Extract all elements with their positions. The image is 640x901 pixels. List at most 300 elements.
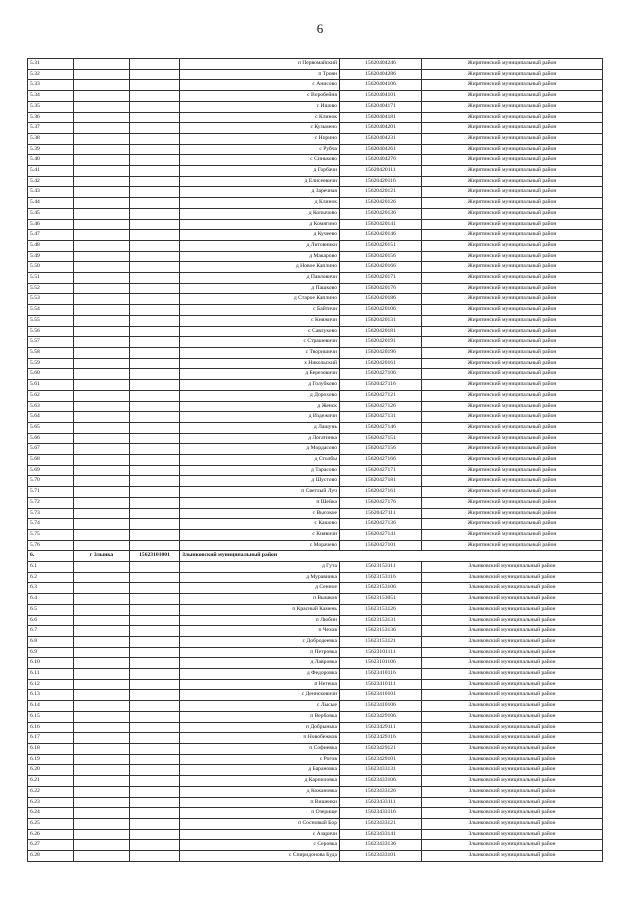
row-number: 5.47 <box>28 230 74 241</box>
row-number: 6.21 <box>28 776 74 787</box>
settlement-name: д Гута <box>180 562 340 573</box>
district-name: Жирятинский муниципальный район <box>422 251 603 262</box>
empty-cell <box>74 572 130 583</box>
district-name: Жирятинский муниципальный район <box>422 326 603 337</box>
empty-cell <box>130 615 180 626</box>
district-name: Злынковский муниципальный район <box>422 808 603 819</box>
district-name: Жирятинский муниципальный район <box>422 476 603 487</box>
row-number: 6.19 <box>28 754 74 765</box>
empty-cell <box>74 123 130 134</box>
table-row <box>28 808 603 819</box>
district-name: Злынковский муниципальный район <box>422 754 603 765</box>
row-number: 6.24 <box>28 808 74 819</box>
empty-cell <box>130 487 180 498</box>
row-number: 5.76 <box>28 540 74 551</box>
empty-cell <box>74 604 130 615</box>
district-name: Жирятинский муниципальный район <box>422 444 603 455</box>
table-row <box>28 465 603 476</box>
empty-cell <box>74 647 130 658</box>
district-name: Жирятинский муниципальный район <box>422 112 603 123</box>
oktmo-code: 15620427151 <box>340 433 422 444</box>
district-name: Жирятинский муниципальный район <box>422 91 603 102</box>
empty-cell <box>130 123 180 134</box>
settlement-name: д Клинок <box>180 198 340 209</box>
district-name: Жирятинский муниципальный район <box>422 519 603 530</box>
settlement-name: д Литовники <box>180 240 340 251</box>
empty-cell <box>74 112 130 123</box>
settlement-name: д Муравинка <box>180 572 340 583</box>
row-number: 5.46 <box>28 219 74 230</box>
settlement-name: с Добродеевка <box>180 636 340 647</box>
empty-cell <box>130 636 180 647</box>
oktmo-code: 15620420116 <box>340 176 422 187</box>
row-number: 6.16 <box>28 722 74 733</box>
district-name: Жирятинский муниципальный район <box>422 412 603 423</box>
table-row <box>28 669 603 680</box>
empty-cell <box>130 422 180 433</box>
empty-cell <box>130 112 180 123</box>
table-row <box>28 369 603 380</box>
empty-cell <box>74 636 130 647</box>
oktmo-code: 15623433131 <box>340 765 422 776</box>
row-number: 5.69 <box>28 465 74 476</box>
district-name: Жирятинский муниципальный район <box>422 401 603 412</box>
oktmo-code: 15620427131 <box>340 412 422 423</box>
empty-cell <box>130 198 180 209</box>
district-name: Злынковский муниципальный район <box>422 615 603 626</box>
row-number: 6.13 <box>28 690 74 701</box>
row-number: 5.50 <box>28 262 74 273</box>
settlement-name: с Кашово <box>180 519 340 530</box>
empty-cell <box>74 786 130 797</box>
district-name: Жирятинский муниципальный район <box>422 133 603 144</box>
empty-cell <box>130 786 180 797</box>
oktmo-code: 15620404101 <box>340 91 422 102</box>
settlement-name: с Норино <box>180 133 340 144</box>
oktmo-code: 15620404246 <box>340 59 422 70</box>
table-row <box>28 529 603 540</box>
table-row <box>28 358 603 369</box>
table-row <box>28 187 603 198</box>
settlement-name: д Новое Каплино <box>180 262 340 273</box>
empty-cell <box>74 219 130 230</box>
district-name: Жирятинский муниципальный район <box>422 390 603 401</box>
empty-cell <box>130 91 180 102</box>
row-number: 6.8 <box>28 636 74 647</box>
empty-cell <box>130 604 180 615</box>
empty-cell <box>130 594 180 605</box>
empty-cell <box>130 497 180 508</box>
settlement-name: с Клинок <box>180 112 340 123</box>
settlement-name: п Новобежков <box>180 733 340 744</box>
oktmo-code: 15620427121 <box>340 390 422 401</box>
oktmo-code: 15623153051 <box>340 594 422 605</box>
settlement-name: с Лысые <box>180 701 340 712</box>
empty-cell <box>130 744 180 755</box>
empty-cell <box>74 187 130 198</box>
row-number: 5.64 <box>28 412 74 423</box>
empty-cell <box>74 818 130 829</box>
row-number: 5.57 <box>28 337 74 348</box>
oktmo-code: 15620420141 <box>340 219 422 230</box>
district-name: Злынковский муниципальный район <box>422 636 603 647</box>
settlement-name: д Логатинка <box>180 433 340 444</box>
empty-cell <box>130 187 180 198</box>
settlement-name: д Макарово <box>180 251 340 262</box>
settlement-name: с Страшевичи <box>180 337 340 348</box>
table-row <box>28 198 603 209</box>
settlement-name: п Сосновый Бор <box>180 818 340 829</box>
row-number: 6.6 <box>28 615 74 626</box>
row-number: 6.18 <box>28 744 74 755</box>
row-number: 5.48 <box>28 240 74 251</box>
settlement-name: п Любин <box>180 615 340 626</box>
oktmo-code: 15620420121 <box>340 187 422 198</box>
oktmo-code: 15620404171 <box>340 101 422 112</box>
page-number: 6 <box>316 21 324 36</box>
section-header <box>28 551 603 562</box>
oktmo-code: 15620427176 <box>340 497 422 508</box>
oktmo-code: 15623153131 <box>340 615 422 626</box>
table-row <box>28 80 603 91</box>
row-number: 6.12 <box>28 679 74 690</box>
district-name: Злынковский муниципальный район <box>422 797 603 808</box>
oktmo-code: 15620420186 <box>340 294 422 305</box>
empty-cell <box>130 540 180 551</box>
district-name: Злынковский муниципальный район <box>422 765 603 776</box>
empty-cell <box>74 594 130 605</box>
table-row <box>28 176 603 187</box>
empty-cell <box>130 369 180 380</box>
empty-cell <box>130 626 180 637</box>
table-row <box>28 754 603 765</box>
table-row <box>28 390 603 401</box>
row-number: 5.52 <box>28 283 74 294</box>
table-row <box>28 572 603 583</box>
district-name: Злынковский муниципальный район <box>422 701 603 712</box>
empty-cell <box>130 347 180 358</box>
empty-cell <box>130 476 180 487</box>
oktmo-code: 15623410116 <box>340 669 422 680</box>
oktmo-code: 15623433106 <box>340 776 422 787</box>
empty-cell <box>74 380 130 391</box>
empty-cell <box>74 508 130 519</box>
table-row <box>28 112 603 123</box>
district-name: Жирятинский муниципальный район <box>422 508 603 519</box>
empty-cell <box>74 390 130 401</box>
district-name: Злынковский муниципальный район <box>422 690 603 701</box>
table-row <box>28 401 603 412</box>
empty-cell <box>74 358 130 369</box>
settlement-name: д Тарасово <box>180 465 340 476</box>
row-number: 5.56 <box>28 326 74 337</box>
row-number: 6.4 <box>28 594 74 605</box>
row-number: 6.25 <box>28 818 74 829</box>
empty-cell <box>130 572 180 583</box>
oktmo-code: 15620427136 <box>340 519 422 530</box>
empty-cell <box>130 380 180 391</box>
table-row <box>28 647 603 658</box>
empty-cell <box>130 722 180 733</box>
district-name: Злынковский муниципальный район <box>422 776 603 787</box>
table-row <box>28 315 603 326</box>
row-number: 5.37 <box>28 123 74 134</box>
settlement-name: д Женск <box>180 401 340 412</box>
row-number: 5.67 <box>28 444 74 455</box>
empty-cell <box>130 765 180 776</box>
oktmo-code: 15620427106 <box>340 369 422 380</box>
district-name: Злынковский муниципальный район <box>422 572 603 583</box>
oktmo-code: 15620420171 <box>340 273 422 284</box>
table-row <box>28 251 603 262</box>
row-number: 6.27 <box>28 840 74 851</box>
oktmo-code: 15623153106 <box>340 583 422 594</box>
empty-cell <box>130 208 180 219</box>
table-row <box>28 519 603 530</box>
empty-cell <box>130 658 180 669</box>
oktmo-code: 15623153116 <box>340 572 422 583</box>
empty-cell <box>74 776 130 787</box>
district-name: Злынковский муниципальный район <box>422 722 603 733</box>
empty-cell <box>74 251 130 262</box>
empty-cell <box>74 851 130 862</box>
empty-cell <box>74 476 130 487</box>
empty-cell <box>130 251 180 262</box>
oktmo-code: 15620420126 <box>340 198 422 209</box>
table-row <box>28 305 603 316</box>
empty-cell <box>74 658 130 669</box>
empty-cell <box>130 240 180 251</box>
empty-cell <box>74 690 130 701</box>
district-name: Злынковский муниципальный район <box>422 744 603 755</box>
table-row <box>28 626 603 637</box>
district-name: Злынковский муниципальный район <box>422 733 603 744</box>
oktmo-code: 15623433126 <box>340 786 422 797</box>
settlement-name: п Чехов <box>180 626 340 637</box>
empty-cell <box>74 176 130 187</box>
district-name: Жирятинский муниципальный район <box>422 69 603 80</box>
empty-cell <box>74 583 130 594</box>
empty-cell <box>130 519 180 530</box>
empty-cell <box>130 433 180 444</box>
oktmo-code: 15620420131 <box>340 315 422 326</box>
empty-cell <box>130 262 180 273</box>
table-row <box>28 604 603 615</box>
settlement-name: с Ишово <box>180 101 340 112</box>
empty-cell <box>130 230 180 241</box>
settlement-name: с Байтичи <box>180 305 340 316</box>
empty-cell <box>74 262 130 273</box>
settlement-name: с Рогов <box>180 754 340 765</box>
empty-cell <box>74 230 130 241</box>
oktmo-code: 15623153121 <box>340 636 422 647</box>
empty-cell <box>74 208 130 219</box>
oktmo-code: 15620420181 <box>340 326 422 337</box>
row-number: 6.15 <box>28 711 74 722</box>
empty-cell <box>130 101 180 112</box>
settlement-name: д Барановка <box>180 765 340 776</box>
empty-cell <box>74 444 130 455</box>
settlement-name: п Первомайский <box>180 59 340 70</box>
settlement-name: с Синьково <box>180 155 340 166</box>
district-name: Жирятинский муниципальный район <box>422 305 603 316</box>
district-name: Жирятинский муниципальный район <box>422 240 603 251</box>
empty-cell <box>130 69 180 80</box>
row-number: 5.75 <box>28 529 74 540</box>
district-name: Злынковский муниципальный район <box>422 711 603 722</box>
row-number: 5.36 <box>28 112 74 123</box>
empty-cell <box>130 166 180 177</box>
table-row <box>28 412 603 423</box>
empty-cell <box>74 829 130 840</box>
empty-cell <box>74 326 130 337</box>
section-code: 15623101001 <box>130 551 180 562</box>
empty-cell <box>130 851 180 862</box>
table-row <box>28 711 603 722</box>
district-name: Жирятинский муниципальный район <box>422 166 603 177</box>
empty-cell <box>130 465 180 476</box>
oktmo-code: 15623429121 <box>340 744 422 755</box>
empty-cell <box>130 529 180 540</box>
table-row <box>28 123 603 134</box>
row-number: 6.1 <box>28 562 74 573</box>
row-number: 5.49 <box>28 251 74 262</box>
settlement-name: п Вишенки <box>180 797 340 808</box>
settlement-name: с Спиридонова Буда <box>180 851 340 862</box>
district-name: Жирятинский муниципальный район <box>422 273 603 284</box>
empty-cell <box>74 487 130 498</box>
table-row <box>28 658 603 669</box>
oktmo-code: 15620420136 <box>340 208 422 219</box>
settlement-name: д Дорохово <box>180 390 340 401</box>
settlement-name: д Сенное <box>180 583 340 594</box>
table-row <box>28 840 603 851</box>
empty-cell <box>130 455 180 466</box>
table-row <box>28 497 603 508</box>
empty-cell <box>74 166 130 177</box>
district-name: Злынковский муниципальный район <box>422 658 603 669</box>
district-name: Жирятинский муниципальный район <box>422 380 603 391</box>
table-row <box>28 508 603 519</box>
oktmo-code: 15620404201 <box>340 123 422 134</box>
empty-cell <box>130 679 180 690</box>
empty-cell <box>74 765 130 776</box>
oktmo-code: 15620420156 <box>340 251 422 262</box>
district-name: Жирятинский муниципальный район <box>422 529 603 540</box>
settlement-name: с Денисковичи <box>180 690 340 701</box>
settlement-name: д Лашунь <box>180 422 340 433</box>
settlement-name: с Азаричи <box>180 829 340 840</box>
table-row <box>28 615 603 626</box>
district-name: Злынковский муниципальный район <box>422 562 603 573</box>
table-row <box>28 240 603 251</box>
table-row <box>28 690 603 701</box>
empty-cell <box>74 273 130 284</box>
district-name: Жирятинский муниципальный район <box>422 283 603 294</box>
settlement-name: с Княвичи <box>180 529 340 540</box>
district-name: Жирятинский муниципальный район <box>422 198 603 209</box>
oktmo-code: 15620420196 <box>340 347 422 358</box>
table-row <box>28 230 603 241</box>
settlement-name: д Голубково <box>180 380 340 391</box>
row-number: 6.14 <box>28 701 74 712</box>
settlement-name: п Красный Камень <box>180 604 340 615</box>
empty-cell <box>130 133 180 144</box>
row-number: 5.55 <box>28 315 74 326</box>
empty-cell <box>130 840 180 851</box>
row-number: 6.22 <box>28 786 74 797</box>
empty-cell <box>130 647 180 658</box>
settlement-name: с Савлуково <box>180 326 340 337</box>
empty-cell <box>74 101 130 112</box>
empty-cell <box>130 818 180 829</box>
district-name: Жирятинский муниципальный район <box>422 219 603 230</box>
settlement-name: д Издежичи <box>180 412 340 423</box>
settlement-name: с Рубча <box>180 144 340 155</box>
settlement-name: с Княжичи <box>180 315 340 326</box>
table-row <box>28 294 603 305</box>
district-name: Жирятинский муниципальный район <box>422 540 603 551</box>
district-name: Жирятинский муниципальный район <box>422 176 603 187</box>
empty-cell <box>74 369 130 380</box>
settlement-name: п Вербовка <box>180 711 340 722</box>
oktmo-code: 15620427156 <box>340 444 422 455</box>
settlement-name: д Федоровка <box>180 669 340 680</box>
district-name: Жирятинский муниципальный район <box>422 155 603 166</box>
empty-cell <box>74 465 130 476</box>
empty-cell <box>74 144 130 155</box>
empty-cell <box>74 669 130 680</box>
empty-cell <box>74 337 130 348</box>
row-number: 5.34 <box>28 91 74 102</box>
oktmo-code: 15623433136 <box>340 840 422 851</box>
oktmo-code: 15623101111 <box>340 647 422 658</box>
table-row <box>28 69 603 80</box>
empty-cell <box>74 455 130 466</box>
table-row <box>28 733 603 744</box>
district-name: Злынковский муниципальный район <box>422 594 603 605</box>
row-number: 5.43 <box>28 187 74 198</box>
table-row <box>28 326 603 337</box>
table-row <box>28 262 603 273</box>
table-row <box>28 744 603 755</box>
oktmo-code: 15620427101 <box>340 540 422 551</box>
empty-cell <box>74 711 130 722</box>
table-row <box>28 347 603 358</box>
row-number: 5.32 <box>28 69 74 80</box>
oktmo-code: 15620420151 <box>340 240 422 251</box>
empty-cell <box>130 733 180 744</box>
table-row <box>28 273 603 284</box>
settlements-table <box>27 58 603 862</box>
row-number: 5.71 <box>28 487 74 498</box>
empty-cell <box>74 497 130 508</box>
oktmo-code: 15623433141 <box>340 829 422 840</box>
empty-cell <box>74 529 130 540</box>
empty-cell <box>74 133 130 144</box>
district-name: Злынковский муниципальный район <box>422 583 603 594</box>
district-name: Жирятинский муниципальный район <box>422 433 603 444</box>
empty-cell <box>74 69 130 80</box>
oktmo-code: 15620404261 <box>340 144 422 155</box>
empty-cell <box>130 776 180 787</box>
oktmo-code: 15620420161 <box>340 358 422 369</box>
row-number: 5.31 <box>28 59 74 70</box>
district-name: Жирятинский муниципальный район <box>422 294 603 305</box>
empty-cell <box>74 155 130 166</box>
empty-cell <box>74 808 130 819</box>
oktmo-code: 15620420166 <box>340 262 422 273</box>
